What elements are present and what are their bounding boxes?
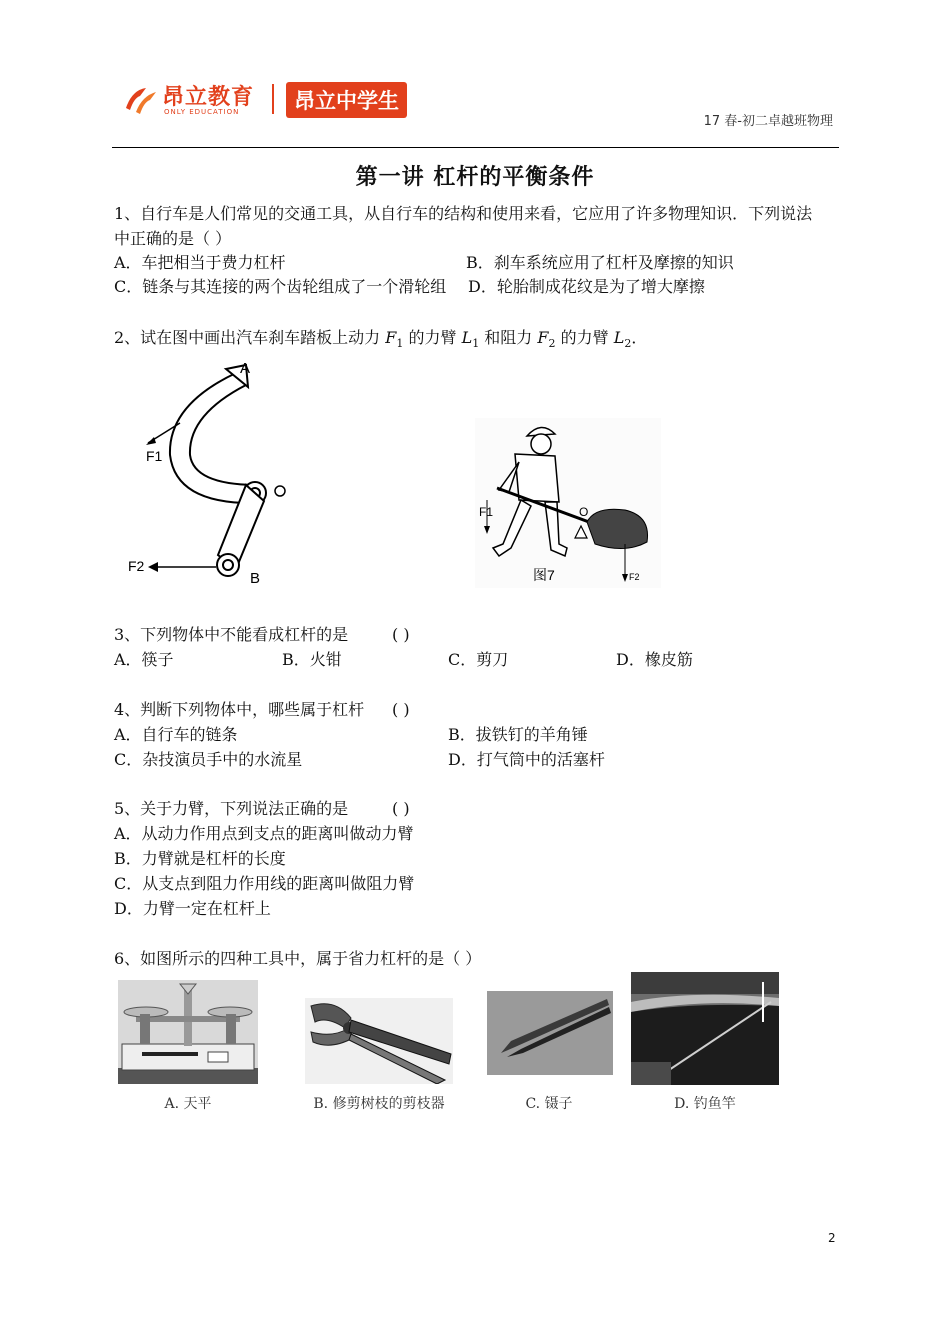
fig-caption: 图7 (533, 567, 555, 583)
brand-secondary: 昂立中学生 (286, 82, 407, 118)
header-rule (112, 147, 839, 148)
tweezers-image (487, 991, 613, 1075)
brand-swoosh-icon (122, 82, 160, 116)
worker-lever-figure (475, 418, 661, 588)
balance-scale-image (118, 980, 258, 1084)
fig-label-f1: F1 (479, 505, 494, 519)
q4-paren: ( ) (392, 700, 410, 719)
label-b: B (250, 570, 261, 587)
q6-caption-d: D. 钓鱼竿 (674, 1096, 736, 1112)
q3-option-b: B．火钳 (282, 650, 342, 669)
q5-paren: ( ) (392, 799, 410, 818)
q5-stem: 5、关于力臂，下列说法正确的是 (114, 799, 349, 818)
page-title: 第一讲 杠杆的平衡条件 (355, 165, 595, 190)
brand-primary-sub: ONLY EDUCATION (164, 108, 240, 116)
joint-b-inner (223, 560, 233, 570)
q5-option-d: D．力臂一定在杠杆上 (114, 899, 271, 918)
q1-option-d: D．轮胎制成花纹是为了增大摩擦 (468, 277, 705, 296)
q3-option-a: A．筷子 (114, 650, 174, 669)
q2-stem-pre: 2、试在图中画出汽车刹车踏板上动力 (114, 328, 386, 347)
fig-label-f2: F2 (629, 572, 640, 582)
fishing-rod-image (631, 972, 779, 1085)
q2-dot: ． (631, 328, 648, 347)
worker-body (515, 454, 559, 502)
q2-mid1: 的力臂 (403, 328, 462, 347)
q4-option-d: D．打气筒中的活塞杆 (448, 750, 605, 769)
q5-option-a: A．从动力作用点到支点的距离叫做动力臂 (114, 824, 414, 843)
q2-f1-sub: 1 (396, 337, 404, 351)
q2-f1-symbol: F (385, 328, 397, 347)
q3-option-c: C．剪刀 (448, 650, 509, 669)
q2-f2-sub: 2 (548, 337, 556, 351)
brake-pedal-figure (118, 355, 308, 590)
worker-head (531, 434, 551, 454)
q1-option-c: C．链条与其连接的两个齿轮组成了一个滑轮组 (114, 277, 447, 296)
brand-primary: 昂立教育 (162, 85, 255, 110)
q6-caption-b: B. 修剪树枝的剪枝器 (313, 1096, 445, 1112)
course-label: 17 春-初二卓越班物理 (703, 114, 833, 129)
q4-option-c: C．杂技演员手中的水流星 (114, 750, 303, 769)
brand-divider (272, 84, 274, 114)
label-f1: F1 (146, 448, 163, 464)
pedal-arm (170, 373, 258, 503)
f2-arrow-head (148, 562, 158, 572)
q1-stem-line1: 1、自行车是人们常见的交通工具，从自行车的结构和使用来看，它应用了许多物理知识．下列说法 (114, 204, 813, 223)
q6-caption-c: C. 镊子 (525, 1096, 573, 1112)
q1-stem-line2: 中正确的是（ ） (114, 229, 232, 248)
q2-end: 的力臂 (555, 328, 614, 347)
q4-option-a: A．自行车的链条 (114, 725, 238, 744)
q1-option-b: B．刹车系统应用了杠杆及摩擦的知识 (466, 253, 734, 272)
q2-f2-symbol: F (537, 328, 549, 347)
q6-stem: 6、如图所示的四种工具中，属于省力杠杆的是（ ） (114, 949, 482, 968)
q1-option-a: A．车把相当于费力杠杆 (114, 253, 286, 272)
q6-caption-a: A. 天平 (164, 1096, 212, 1112)
pivot-o (275, 486, 285, 496)
q5-option-c: C．从支点到阻力作用线的距离叫做阻力臂 (114, 874, 415, 893)
label-a: A (240, 360, 251, 377)
q2-stem (114, 325, 647, 356)
page-number: 2 (828, 1231, 836, 1245)
q4-option-b: B．拔铁钉的羊角锤 (448, 725, 588, 744)
q2-l1-symbol: L (461, 328, 473, 347)
q2-mid2: 和阻力 (479, 328, 538, 347)
fig-label-o: O (579, 505, 589, 519)
q4-stem: 4、判断下列物体中，哪些属于杠杆 (114, 700, 365, 719)
q2-l1-sub: 1 (472, 337, 480, 351)
pruning-shears-image (305, 998, 453, 1084)
q3-paren: ( ) (392, 625, 410, 644)
q5-option-b: B．力臂就是杠杆的长度 (114, 849, 286, 868)
q2-l2-sub: 2 (624, 337, 632, 351)
label-f2: F2 (128, 558, 145, 574)
brand-logo (122, 80, 262, 120)
q2-l2-symbol: L (613, 328, 625, 347)
q3-option-d: D．橡皮筋 (616, 650, 693, 669)
q3-stem: 3、下列物体中不能看成杠杆的是 (114, 625, 349, 644)
